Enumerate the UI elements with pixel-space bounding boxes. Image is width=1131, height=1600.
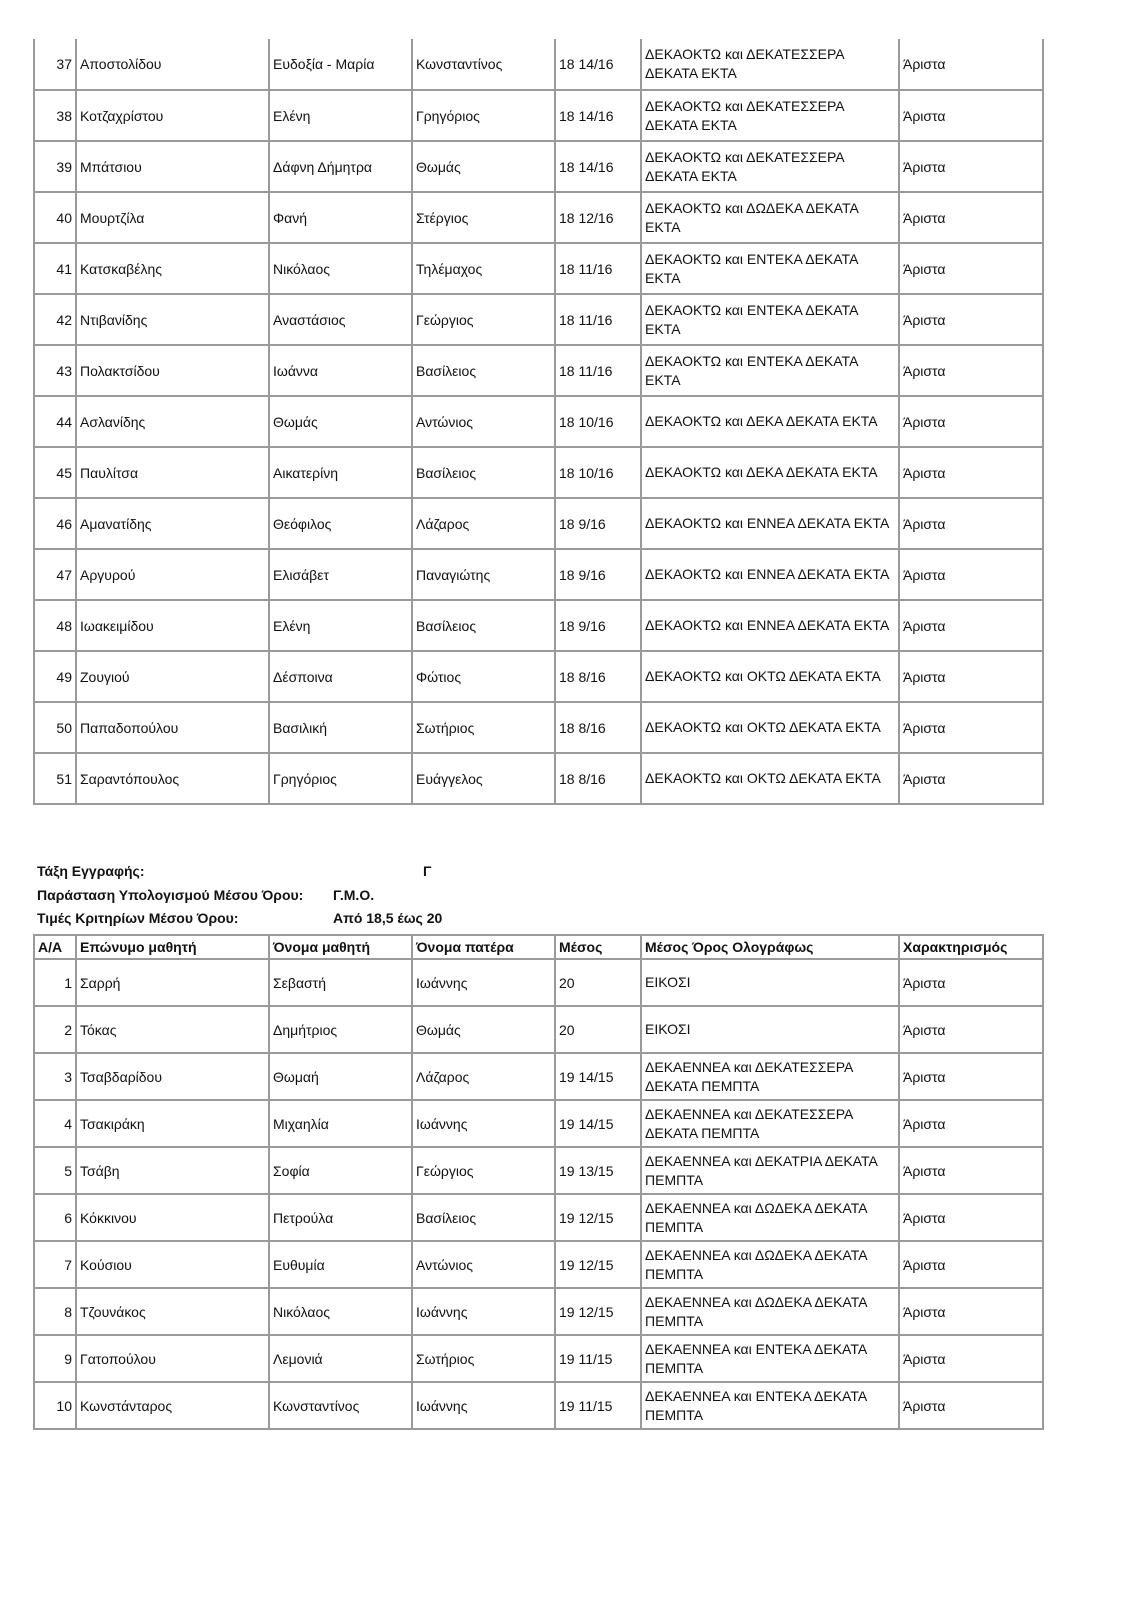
table-row (34, 1382, 1043, 1429)
average-cell: 20 (555, 959, 641, 1006)
surname-cell: Παυλίτσα (76, 447, 269, 498)
aa-cell: 8 (34, 1288, 76, 1335)
range-value: Από 18,5 έως 20 (333, 910, 443, 926)
average-cell: 18 10/16 (555, 447, 641, 498)
surname-cell: Αποστολίδου (76, 39, 269, 90)
name-cell: Νικόλαος (269, 1288, 412, 1335)
table-row (34, 651, 1043, 702)
surname-cell: Κοτζαχρίστου (76, 90, 269, 141)
surname-cell: Τσακιράκη (76, 1100, 269, 1147)
father-cell: Ιωάννης (412, 1100, 555, 1147)
aa-cell: 5 (34, 1147, 76, 1194)
table-header-row (34, 935, 1043, 959)
table-row (34, 39, 1043, 90)
table-row (34, 1147, 1043, 1194)
name-cell: Κωνσταντίνος (269, 1382, 412, 1429)
table-row (34, 243, 1043, 294)
table-row (34, 447, 1043, 498)
name-cell: Θωμάς (269, 396, 412, 447)
average-words-cell: ΕΙΚΟΣΙ (641, 959, 899, 1006)
name-cell: Γρηγόριος (269, 753, 412, 804)
grade-cell: Άριστα (899, 600, 1043, 651)
father-cell: Ιωάννης (412, 1288, 555, 1335)
average-cell: 18 8/16 (555, 702, 641, 753)
father-cell: Γεώργιος (412, 1147, 555, 1194)
grade-cell: Άριστα (899, 1241, 1043, 1288)
aa-cell: 40 (34, 192, 76, 243)
surname-cell: Αργυρού (76, 549, 269, 600)
aa-cell: 42 (34, 294, 76, 345)
grade-cell: Άριστα (899, 1382, 1043, 1429)
header-father: Όνομα πατέρα (412, 935, 555, 959)
average-cell: 18 9/16 (555, 498, 641, 549)
father-cell: Θωμάς (412, 1006, 555, 1053)
average-words-cell: ΔΕΚΑΟΚΤΩ και ΟΚΤΩ ΔΕΚΑΤΑ ΕΚΤΑ (641, 651, 899, 702)
average-words-cell: ΔΕΚΑΟΚΤΩ και ΔΕΚΑΤΕΣΣΕΡΑ ΔΕΚΑΤΑ ΕΚΤΑ (641, 39, 899, 90)
surname-cell: Τσάβη (76, 1147, 269, 1194)
surname-cell: Σαραντόπουλος (76, 753, 269, 804)
father-cell: Αντώνιος (412, 1241, 555, 1288)
table-row (34, 1335, 1043, 1382)
surname-cell: Αμανατίδης (76, 498, 269, 549)
father-cell: Τηλέμαχος (412, 243, 555, 294)
aa-cell: 39 (34, 141, 76, 192)
average-words-cell: ΔΕΚΑΟΚΤΩ και ΔΕΚΑΤΕΣΣΕΡΑ ΔΕΚΑΤΑ ΕΚΤΑ (641, 141, 899, 192)
average-words-cell: ΕΙΚΟΣΙ (641, 1006, 899, 1053)
average-cell: 19 14/15 (555, 1053, 641, 1100)
table-row (34, 141, 1043, 192)
name-cell: Ευθυμία (269, 1241, 412, 1288)
header-words: Μέσος Όρος Ολογράφως (641, 935, 899, 959)
aa-cell: 44 (34, 396, 76, 447)
average-words-cell: ΔΕΚΑΕΝΝΕΑ και ΕΝΤΕΚΑ ΔΕΚΑΤΑ ΠΕΜΠΤΑ (641, 1335, 899, 1382)
surname-cell: Τόκας (76, 1006, 269, 1053)
aa-cell: 50 (34, 702, 76, 753)
name-cell: Ελισάβετ (269, 549, 412, 600)
name-cell: Σοφία (269, 1147, 412, 1194)
table-row (34, 1241, 1043, 1288)
aa-cell: 4 (34, 1100, 76, 1147)
average-cell: 19 12/15 (555, 1194, 641, 1241)
grade-cell: Άριστα (899, 90, 1043, 141)
aa-cell: 43 (34, 345, 76, 396)
grade-cell: Άριστα (899, 1335, 1043, 1382)
aa-cell: 37 (34, 39, 76, 90)
average-words-cell: ΔΕΚΑΟΚΤΩ και ΟΚΤΩ ΔΕΚΑΤΑ ΕΚΤΑ (641, 753, 899, 804)
name-cell: Πετρούλα (269, 1194, 412, 1241)
name-cell: Σεβαστή (269, 959, 412, 1006)
average-words-cell: ΔΕΚΑΕΝΝΕΑ και ΕΝΤΕΚΑ ΔΕΚΑΤΑ ΠΕΜΠΤΑ (641, 1382, 899, 1429)
average-words-cell: ΔΕΚΑΕΝΝΕΑ και ΔΕΚΑΤΡΙΑ ΔΕΚΑΤΑ ΠΕΜΠΤΑ (641, 1147, 899, 1194)
father-cell: Λάζαρος (412, 1053, 555, 1100)
name-cell: Ελένη (269, 90, 412, 141)
grade-cell: Άριστα (899, 1288, 1043, 1335)
aa-cell: 49 (34, 651, 76, 702)
average-words-cell: ΔΕΚΑΕΝΝΕΑ και ΔΩΔΕΚΑ ΔΕΚΑΤΑ ΠΕΜΠΤΑ (641, 1288, 899, 1335)
grade-cell: Άριστα (899, 702, 1043, 753)
average-words-cell: ΔΕΚΑΕΝΝΕΑ και ΔΩΔΕΚΑ ΔΕΚΑΤΑ ΠΕΜΠΤΑ (641, 1241, 899, 1288)
aa-cell: 47 (34, 549, 76, 600)
surname-cell: Ζουγιού (76, 651, 269, 702)
father-cell: Κωνσταντίνος (412, 39, 555, 90)
father-cell: Βασίλειος (412, 600, 555, 651)
calc-label: Παράσταση Υπολογισμού Μέσου Όρου: (37, 887, 304, 903)
table-row (34, 90, 1043, 141)
aa-cell: 51 (34, 753, 76, 804)
average-cell: 18 14/16 (555, 141, 641, 192)
average-words-cell: ΔΕΚΑΟΚΤΩ και ΕΝΤΕΚΑ ΔΕΚΑΤΑ ΕΚΤΑ (641, 243, 899, 294)
surname-cell: Γατοπούλου (76, 1335, 269, 1382)
father-cell: Παναγιώτης (412, 549, 555, 600)
aa-cell: 2 (34, 1006, 76, 1053)
average-words-cell: ΔΕΚΑΟΚΤΩ και ΔΕΚΑ ΔΕΚΑΤΑ ΕΚΤΑ (641, 396, 899, 447)
father-cell: Στέργιος (412, 192, 555, 243)
name-cell: Βασιλική (269, 702, 412, 753)
name-cell: Δημήτριος (269, 1006, 412, 1053)
name-cell: Θεόφιλος (269, 498, 412, 549)
grade-cell: Άριστα (899, 39, 1043, 90)
surname-cell: Τσαβδαρίδου (76, 1053, 269, 1100)
students-table-continued (33, 39, 1044, 805)
name-cell: Νικόλαος (269, 243, 412, 294)
surname-cell: Μπάτσιου (76, 141, 269, 192)
aa-cell: 10 (34, 1382, 76, 1429)
surname-cell: Τζουνάκος (76, 1288, 269, 1335)
average-words-cell: ΔΕΚΑΕΝΝΕΑ και ΔΕΚΑΤΕΣΣΕΡΑ ΔΕΚΑΤΑ ΠΕΜΠΤΑ (641, 1053, 899, 1100)
surname-cell: Ντιβανίδης (76, 294, 269, 345)
table-row (34, 1006, 1043, 1053)
father-cell: Ευάγγελος (412, 753, 555, 804)
aa-cell: 3 (34, 1053, 76, 1100)
table-row (34, 498, 1043, 549)
grade-cell: Άριστα (899, 651, 1043, 702)
average-cell: 18 10/16 (555, 396, 641, 447)
average-words-cell: ΔΕΚΑΟΚΤΩ και ΕΝΝΕΑ ΔΕΚΑΤΑ ΕΚΤΑ (641, 549, 899, 600)
table-row (34, 600, 1043, 651)
average-cell: 18 12/16 (555, 192, 641, 243)
average-words-cell: ΔΕΚΑΟΚΤΩ και ΔΕΚΑΤΕΣΣΕΡΑ ΔΕΚΑΤΑ ΕΚΤΑ (641, 90, 899, 141)
surname-cell: Ασλανίδης (76, 396, 269, 447)
father-cell: Ιωάννης (412, 1382, 555, 1429)
father-cell: Βασίλειος (412, 345, 555, 396)
grade-cell: Άριστα (899, 294, 1043, 345)
table-row (34, 753, 1043, 804)
average-cell: 18 8/16 (555, 651, 641, 702)
grade-cell: Άριστα (899, 192, 1043, 243)
table-row (34, 396, 1043, 447)
name-cell: Μιχαηλία (269, 1100, 412, 1147)
grade-cell: Άριστα (899, 498, 1043, 549)
table-row (34, 959, 1043, 1006)
surname-cell: Παπαδοπούλου (76, 702, 269, 753)
average-cell: 19 11/15 (555, 1382, 641, 1429)
grade-cell: Άριστα (899, 1006, 1043, 1053)
average-cell: 19 14/15 (555, 1100, 641, 1147)
average-words-cell: ΔΕΚΑΟΚΤΩ και ΟΚΤΩ ΔΕΚΑΤΑ ΕΚΤΑ (641, 702, 899, 753)
grade-cell: Άριστα (899, 141, 1043, 192)
father-cell: Φώτιος (412, 651, 555, 702)
surname-cell: Μουρτζίλα (76, 192, 269, 243)
father-cell: Γρηγόριος (412, 90, 555, 141)
name-cell: Θωμαή (269, 1053, 412, 1100)
father-cell: Ιωάννης (412, 959, 555, 1006)
class-value: Γ (423, 863, 432, 879)
aa-cell: 9 (34, 1335, 76, 1382)
class-label: Τάξη Εγγραφής: (37, 863, 145, 879)
average-words-cell: ΔΕΚΑΟΚΤΩ και ΔΩΔΕΚΑ ΔΕΚΑΤΑ ΕΚΤΑ (641, 192, 899, 243)
average-words-cell: ΔΕΚΑΟΚΤΩ και ΔΕΚΑ ΔΕΚΑΤΑ ΕΚΤΑ (641, 447, 899, 498)
surname-cell: Πολακτσίδου (76, 345, 269, 396)
average-cell: 18 14/16 (555, 39, 641, 90)
table-row (34, 192, 1043, 243)
name-cell: Δάφνη Δήμητρα (269, 141, 412, 192)
aa-cell: 45 (34, 447, 76, 498)
average-cell: 19 12/15 (555, 1288, 641, 1335)
surname-cell: Κωνστάνταρος (76, 1382, 269, 1429)
grade-cell: Άριστα (899, 1194, 1043, 1241)
table-row (34, 345, 1043, 396)
average-words-cell: ΔΕΚΑΟΚΤΩ και ΕΝΤΕΚΑ ΔΕΚΑΤΑ ΕΚΤΑ (641, 345, 899, 396)
table-row (34, 1194, 1043, 1241)
surname-cell: Ιωακειμίδου (76, 600, 269, 651)
table-row (34, 1288, 1043, 1335)
name-cell: Αναστάσιος (269, 294, 412, 345)
table-row (34, 1053, 1043, 1100)
range-label: Τιμές Κριτηρίων Μέσου Όρου: (37, 910, 239, 926)
grade-cell: Άριστα (899, 345, 1043, 396)
header-aa: Α/Α (34, 935, 76, 959)
grade-cell: Άριστα (899, 396, 1043, 447)
grade-cell: Άριστα (899, 1100, 1043, 1147)
surname-cell: Σαρρή (76, 959, 269, 1006)
father-cell: Βασίλειος (412, 447, 555, 498)
table-row (34, 294, 1043, 345)
average-cell: 18 14/16 (555, 90, 641, 141)
average-words-cell: ΔΕΚΑΕΝΝΕΑ και ΔΩΔΕΚΑ ΔΕΚΑΤΑ ΠΕΜΠΤΑ (641, 1194, 899, 1241)
name-cell: Αικατερίνη (269, 447, 412, 498)
average-cell: 19 11/15 (555, 1335, 641, 1382)
father-cell: Αντώνιος (412, 396, 555, 447)
name-cell: Λεμονιά (269, 1335, 412, 1382)
average-words-cell: ΔΕΚΑΟΚΤΩ και ΕΝΤΕΚΑ ΔΕΚΑΤΑ ΕΚΤΑ (641, 294, 899, 345)
average-cell: 18 11/16 (555, 294, 641, 345)
average-cell: 19 13/15 (555, 1147, 641, 1194)
father-cell: Θωμάς (412, 141, 555, 192)
name-cell: Φανή (269, 192, 412, 243)
average-words-cell: ΔΕΚΑΟΚΤΩ και ΕΝΝΕΑ ΔΕΚΑΤΑ ΕΚΤΑ (641, 600, 899, 651)
grade-cell: Άριστα (899, 549, 1043, 600)
surname-cell: Κόκκινου (76, 1194, 269, 1241)
name-cell: Ελένη (269, 600, 412, 651)
average-cell: 18 11/16 (555, 243, 641, 294)
aa-cell: 7 (34, 1241, 76, 1288)
grade-cell: Άριστα (899, 959, 1043, 1006)
grade-cell: Άριστα (899, 1053, 1043, 1100)
table-row (34, 1100, 1043, 1147)
aa-cell: 46 (34, 498, 76, 549)
header-surname: Επώνυμο μαθητή (76, 935, 269, 959)
header-name: Όνομα μαθητή (269, 935, 412, 959)
average-cell: 18 8/16 (555, 753, 641, 804)
average-cell: 18 9/16 (555, 600, 641, 651)
aa-cell: 1 (34, 959, 76, 1006)
surname-cell: Κούσιου (76, 1241, 269, 1288)
calc-value: Γ.Μ.Ο. (333, 887, 375, 903)
header-avg: Μέσος (555, 935, 641, 959)
header-grade: Χαρακτηρισμός (899, 935, 1043, 959)
average-cell: 18 11/16 (555, 345, 641, 396)
name-cell: Ιωάννα (269, 345, 412, 396)
name-cell: Ευδοξία - Μαρία (269, 39, 412, 90)
aa-cell: 6 (34, 1194, 76, 1241)
grade-cell: Άριστα (899, 753, 1043, 804)
average-words-cell: ΔΕΚΑΟΚΤΩ και ΕΝΝΕΑ ΔΕΚΑΤΑ ΕΚΤΑ (641, 498, 899, 549)
father-cell: Γεώργιος (412, 294, 555, 345)
aa-cell: 41 (34, 243, 76, 294)
father-cell: Βασίλειος (412, 1194, 555, 1241)
students-table-class-c (33, 934, 1044, 1430)
surname-cell: Κατσκαβέλης (76, 243, 269, 294)
name-cell: Δέσποινα (269, 651, 412, 702)
aa-cell: 48 (34, 600, 76, 651)
grade-cell: Άριστα (899, 1147, 1043, 1194)
average-cell: 18 9/16 (555, 549, 641, 600)
father-cell: Σωτήριος (412, 702, 555, 753)
table-row (34, 702, 1043, 753)
average-cell: 20 (555, 1006, 641, 1053)
table-row (34, 549, 1043, 600)
father-cell: Σωτήριος (412, 1335, 555, 1382)
aa-cell: 38 (34, 90, 76, 141)
average-cell: 19 12/15 (555, 1241, 641, 1288)
father-cell: Λάζαρος (412, 498, 555, 549)
grade-cell: Άριστα (899, 243, 1043, 294)
average-words-cell: ΔΕΚΑΕΝΝΕΑ και ΔΕΚΑΤΕΣΣΕΡΑ ΔΕΚΑΤΑ ΠΕΜΠΤΑ (641, 1100, 899, 1147)
grade-cell: Άριστα (899, 447, 1043, 498)
